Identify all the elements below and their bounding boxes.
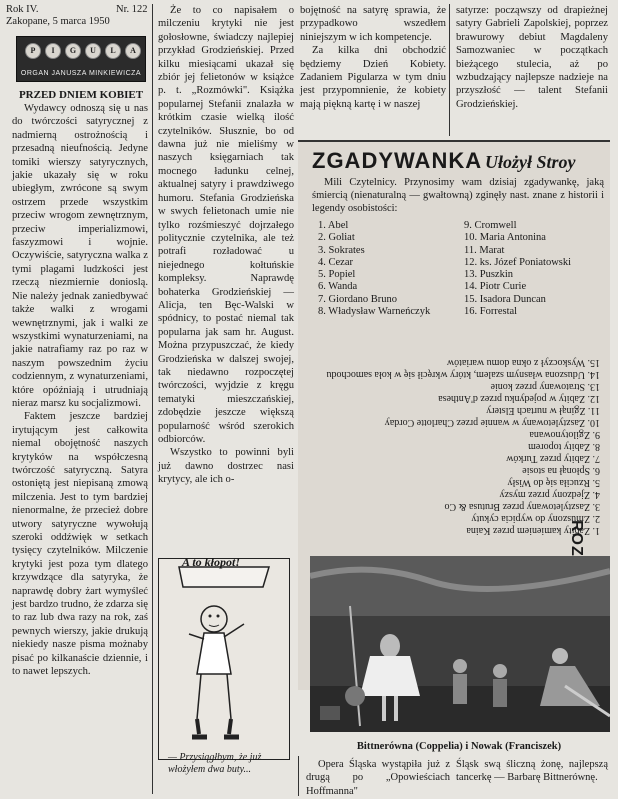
solution-item: 8. Zabity toporem (528, 441, 600, 452)
solution-item: 5. Rzuciła się do Wisły (507, 477, 600, 488)
list-item: 9. Cromwell (464, 220, 517, 231)
logo-subtitle: ORGAN JANUSZA MINKIEWICZA (20, 70, 142, 77)
bottom-text-right (456, 758, 608, 785)
cartoon-man-icon (159, 559, 289, 759)
solution-item: 3. Zasztyletowany przez Brutusa & Co (444, 501, 600, 512)
list-item: 13. Puszkin (464, 269, 514, 281)
paragraph: Opera Śląska wystąpiła już z drugą po „Opowieściach Hoffmanna" (306, 759, 450, 797)
list-item: 11. Marat (464, 244, 505, 256)
list-item: 2. Goliat (318, 232, 355, 244)
list-item: 15. Isadora Duncan (464, 293, 546, 305)
paragraph: Że to co napisałem o milczeniu krytyki nie jest gołosłowne, świadczy najlepiej przykład Grodzieńskiej. Przed kilku miesiącami ukazał się zbiór jej felietonów w książce p. t. „Rozmówki". Książka popularnej Stefanii znalazła w krótkim czasie wielką ilość czytelników. Słusznie, bo od dawna już nie mieliśmy w naszych księgarniach tak mocnego ładunku celnej, aktualnej satyry i prawdziwego humoru. Stefania Grodzieńska w swych felietonach umie nie tylko rozśmieszyć dojrzałego politycznie czytelnika, ale też potrafi rozładować u niejednego kołtuńskie kompleksy. Naprawdę bohaterka Grodzieńskiej — Alicja, ten Bęc-Walski w spódnicy, to postać niemal tak popularna jak sam hr. August. Można przypuszczać, że kiedy Grodzieńska w dalszej swojej, tak niedawno rozpoczętej twórczości, wyjdzie z kręgu tematyki mieszczańskiej, zdobędzie jeszcze większą popularność wśród szerokich odbiorców. (158, 5, 294, 445)
solution-item: 6. Spłonął na stosie (522, 465, 600, 476)
issue-year: Rok IV. (6, 4, 39, 15)
box-top-rule (298, 140, 610, 142)
zgadywanka-list-right (464, 220, 608, 318)
list-item: 1. Abel (318, 220, 349, 231)
cartoon-frame (158, 558, 290, 760)
list-item: 12. ks. Józef Poniatowski (464, 256, 572, 268)
solution-item: 7. Zabity przez Turków (506, 453, 600, 464)
solution-item: 9. Zgilotynowana (529, 429, 600, 440)
article-title: PRZED DNIEM KOBIET (18, 89, 144, 101)
list-item: 16. Forrestal (464, 306, 518, 318)
zgadywanka-intro (312, 176, 604, 215)
ballet-photo (310, 556, 610, 732)
place-date: Zakopane, 5 marca 1950 (6, 16, 110, 27)
rozwiazanie-list (310, 356, 600, 536)
paragraph: satyrze: począwszy od drapieżnej satyry Gabrieli Zapolskiej, poprzez brawurowy debiut Magdaleny Samozwaniec w początkach bieżącego stulecia, aż po wzbudzający najlepsze nadzieje na przyszłość — talent Stefanii Grodzieńskiej. (456, 5, 608, 110)
paragraph: Wszystko to powinni byli już dawno dostrzec nasi krytycy, ale ich o- (158, 447, 294, 486)
zgadywanka-title: ZGADYWANKA (312, 148, 483, 173)
column-divider (298, 756, 299, 796)
intro-text: Mili Czytelnicy. Przynosimy wam dzisiaj zgadywankę, jaką śmiercią (nienaturalną — gwałtowną) zginęły nast. znane z historii i legendy osobistości: (312, 177, 604, 214)
list-item: 14. Piotr Curie (464, 281, 527, 293)
paragraph: Faktem jeszcze bardziej irytującym jest całkowita niemal obojętność naszych krytyków na współczesną twórczość satyryczną. Satyra ostoniętą jest niepisaną zmową milczenia. Jest to tym bardziej nienormalne, że przecież dobre utwory satyryczne wywołują szeroki oddźwięk w setkach tysięcy czytelników. Milczenie krytyki jest poza tym dlatego krzywdzące dla satyryka, że naprawdę dobry żart wymyśleć jest bardzo trudno, że zdarza się to raz lub dwa razy na rok, zaś pewnych wierszy, jakie drukują niekiedy nasze pisma możnaby pisać po kilkanaście dziennie, i to nawet lepszych. (12, 411, 148, 678)
photo-caption: Bittnerówna (Coppelia) i Nowak (Franciszek) (356, 741, 562, 752)
list-item: 7. Giordano Bruno (318, 293, 398, 305)
article-column-3 (300, 4, 446, 111)
list-item: 6. Wanda (318, 281, 358, 293)
solution-item: 11. Zginął w nurtach Elstery (486, 405, 600, 416)
article-column-1 (12, 102, 148, 678)
article-column-2 (158, 4, 294, 487)
zgadywanka-author: Ułożył Stroy (485, 152, 576, 172)
solution-item: 10. Zasztyletowany w wannie przez Charlotte Corday (384, 417, 600, 428)
zgadywanka-list-left (318, 220, 458, 318)
paragraph: Za kilka dni obchodzić będziemy Dzień Kobiety. Zadaniem Pigularza w tym dniu jest przypomnienie, że kobiety mają piękną kartę i w naszej (300, 45, 446, 110)
solution-item: 14. Uduszona własnym szalem, który wkręcił się w koła samochodu (326, 369, 600, 380)
column-divider (449, 4, 450, 136)
list-item: 8. Władysław Warneńczyk (318, 306, 431, 318)
solution-item: 2. Zmuszony do wypicia cykuty (471, 513, 600, 524)
paragraph: Śląsk swą śliczną żonę, najlepszą tancerkę — Barbarę Bittnerównę. (456, 759, 608, 784)
solution-item: 1. Zabity kamieniem przez Kaina (466, 525, 600, 536)
column-divider (152, 4, 153, 794)
list-item: 10. Maria Antonina (464, 232, 546, 244)
paragraph: Wydawcy odnoszą się u nas do twórczości satyrycznej z nadmierną ostrożnością i przesadną nieufnością. Jedyne tomiki wierszy satyrycznych, jakie ukazały się w roku ubiegłym, zwrócone są swym ostrzem przede wszystkim przeciw wrogom zewnętrznym, przeciw imperializmowi, faszyzmowi i wojnie. Oczywiście, satyryczna walka z tymi plagami ludzkości jest rzeczą niezmiernie donioslą. Nie należy jednak zaniedbywać także walki z wrogami wewnętrznymi, jak i walki ze wszystkimi wynaturzeniami, na jakie natrafiamy raz po raz w naszym powszednim życiu codziennym, z wynaturzeniami, które opóźniają i utrudniają nieraz marsz ku socjalizmowi. (12, 103, 148, 409)
list-item: 3. Sokrates (318, 244, 365, 256)
pigularz-logo-icon: P I G U L A (25, 43, 141, 59)
paragraph: bojętność na satyrę sprawia, że przypadkowo wszedłem niniejszym w ich kompetencje. (300, 5, 446, 43)
ballet-scene-icon (310, 556, 610, 732)
solution-item: 13. Stratowany przez konie (490, 381, 600, 392)
issue-number: Nr. 122 (116, 4, 148, 15)
solution-item: 15. Wyskoczył z okna domu wariatów (446, 357, 600, 368)
solution-item: 12. Zabity w pojedynku przez d'Anthesa (438, 393, 600, 404)
list-item: 5. Popiel (318, 269, 356, 281)
cartoon-label: A to kłopot! (182, 555, 241, 569)
cartoon-caption: — Przysiągłbym, że już włożyłem dwa buty... (168, 752, 262, 775)
bottom-text-left (306, 758, 450, 798)
list-item: 4. Cezar (318, 256, 353, 268)
solution-item: 4. Zjedzony przez myszy (499, 489, 600, 500)
masthead-logo (16, 36, 146, 82)
article-column-4 (456, 4, 608, 111)
